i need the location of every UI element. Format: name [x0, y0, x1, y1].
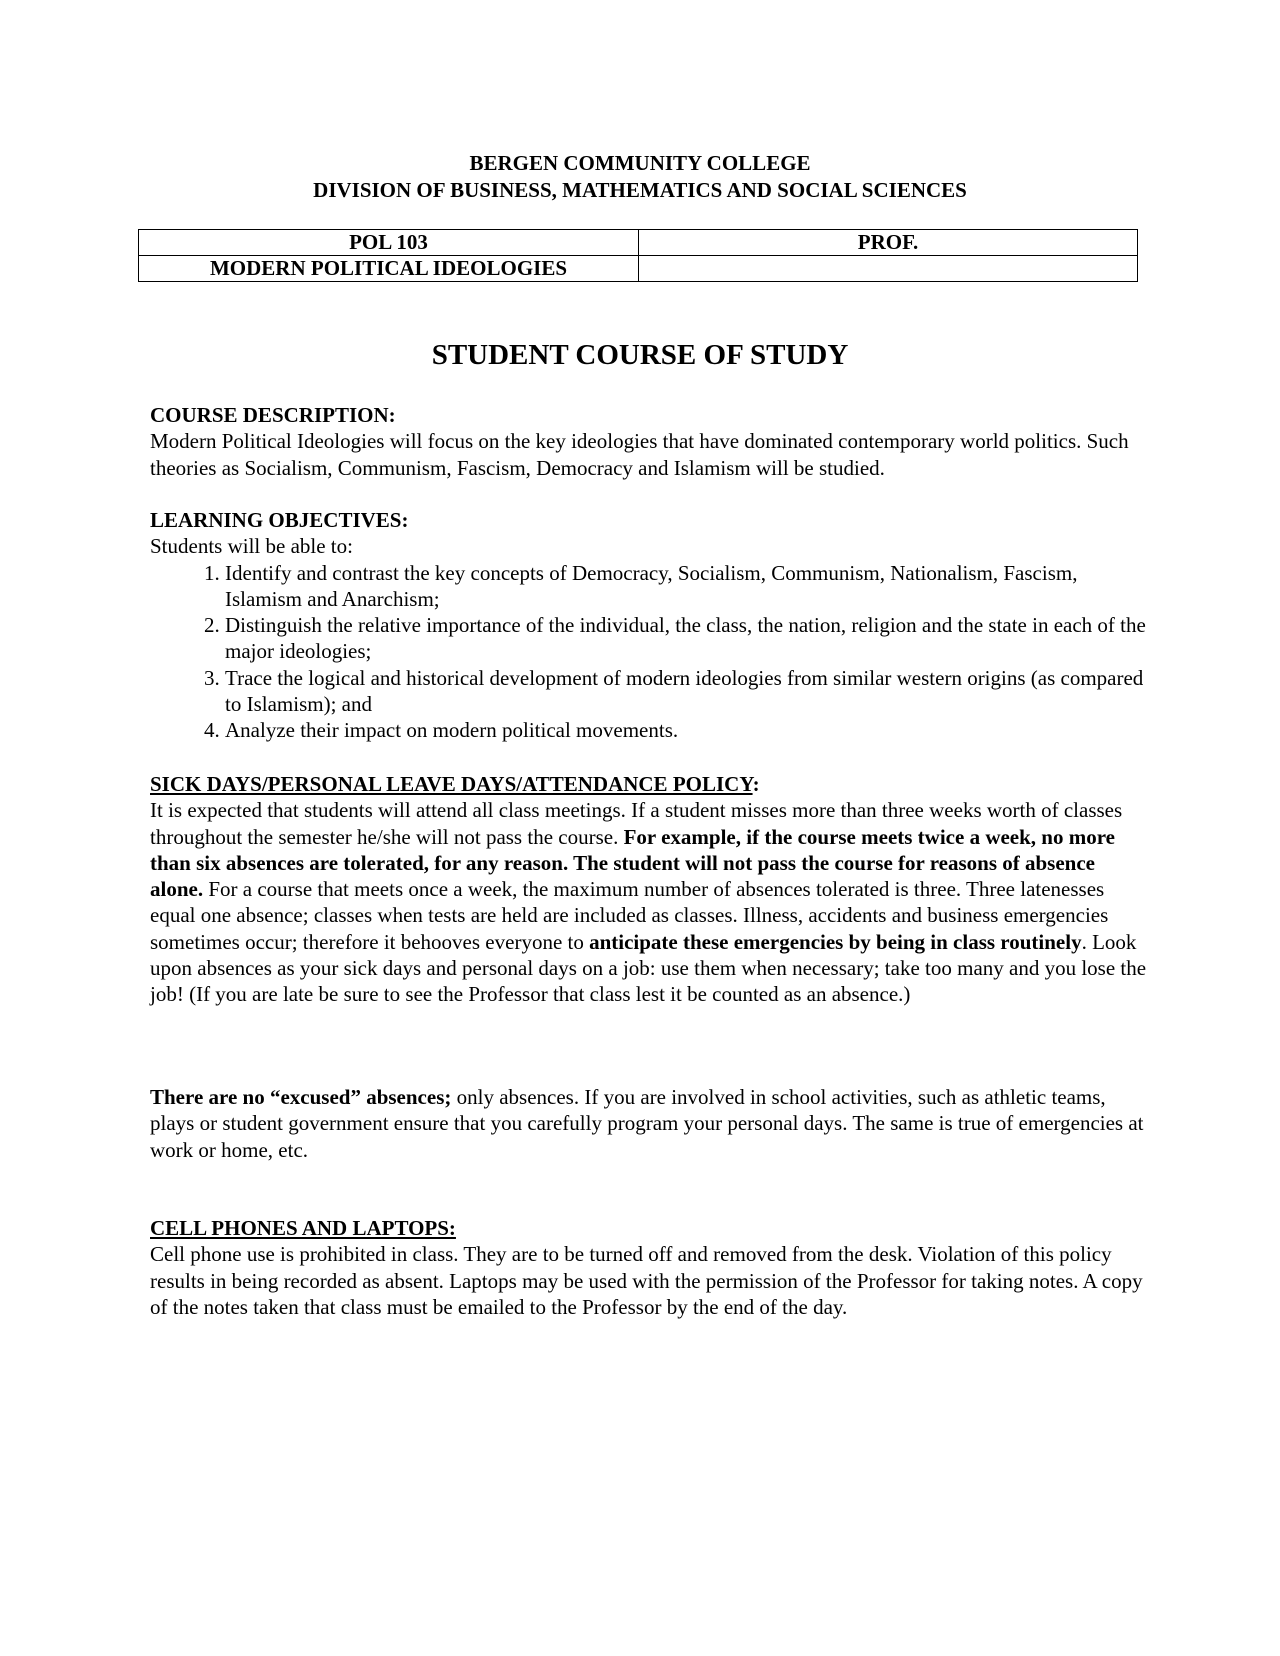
attendance-section — [150, 771, 1150, 1008]
table-row — [139, 256, 1138, 282]
course-description-text: Modern Political Ideologies will focus on the key ideologies that have dominated contemporary world politics. Such theories as Socialism, Communism, Fascism, Democracy and Islamism will be studied. — [150, 429, 1129, 480]
excused-emphasis: There are no “excused” absences; — [150, 1085, 452, 1109]
attendance-paragraph — [150, 797, 1150, 1007]
learning-objectives-intro: Students will be able to: — [150, 534, 353, 559]
attendance-text: . Look upon absences as your sick days and personal days on a job: use them when necessary; take too many and you lose the job! (If you are late be sure to see the Professor that class lest it be counted as an absence.) — [150, 929, 1147, 1007]
attendance-heading-colon: : — [752, 772, 760, 796]
college-name: BERGEN COMMUNITY COLLEGE — [469, 151, 811, 175]
attendance-emphasis: anticipate these emergencies by being in class routinely — [589, 929, 1082, 954]
list-item: 2. Distinguish the relative importance of the individual, the class, the nation, religion and the state in each of the major ideologies; — [225, 612, 1150, 665]
attendance-heading — [150, 771, 1150, 797]
cell-phones-section — [150, 1215, 1150, 1320]
prof-label-cell: PROF. — [639, 230, 1138, 256]
course-description-section — [150, 402, 1150, 481]
cell-phones-text: Cell phone use is prohibited in class. They are to be turned off and removed from the desk. Violation of this policy results in being recorded as absent. Laptops may be used with the permission of the Professor for taking notes. A copy of the notes taken that class must be emailed to the Professor by the end of the day. — [150, 1242, 1143, 1319]
table-row — [139, 230, 1138, 256]
attendance-text: It is expected that students will attend all class meetings. If a student misses more than three weeks worth of classes throughout the semester he/she will not pass the course. — [150, 798, 1123, 849]
cell-phones-heading: CELL PHONES AND LAPTOPS: — [150, 1216, 456, 1240]
attendance-heading-text: SICK DAYS/PERSONAL LEAVE DAYS/ATTENDANCE POLICY — [150, 772, 753, 796]
excused-absences-section — [150, 1084, 1150, 1163]
document-header — [0, 150, 1280, 204]
list-item: 1. Identify and contrast the key concepts of Democracy, Socialism, Communism, Nationalism, Fascism, Islamism and Anarchism; — [225, 560, 1150, 613]
objectives-list — [150, 560, 1150, 744]
learning-objectives-section — [150, 507, 1150, 744]
course-name-cell: MODERN POLITICAL IDEOLOGIES — [139, 256, 639, 282]
list-item: 4. Analyze their impact on modern political movements. — [225, 717, 1150, 743]
attendance-text: For a course that meets once a week, the maximum number of absences tolerated is three. Three latenesses equal one absence; classes when tests are held are included as classes. Illness, accidents and business emergencies sometimes occur; therefore it behooves everyone to — [150, 877, 1109, 954]
prof-name-cell — [639, 256, 1138, 282]
attendance-emphasis: For example, if the course meets twice a week, no more than six absences are tolerated, for any reason. The student will not pass the course for reasons of absence alone. — [150, 824, 1115, 902]
page-title: STUDENT COURSE OF STUDY — [431, 339, 849, 371]
excused-text: only absences. If you are involved in school activities, such as athletic teams, plays or student government ensure that you carefully program your personal days. The same is true of emergencies at work or home, etc. — [150, 1085, 1144, 1162]
excused-absences-paragraph — [150, 1084, 1150, 1163]
list-item: 3. Trace the logical and historical development of modern ideologies from similar western origins (as compared to Islamism); and — [225, 665, 1150, 718]
course-info-table — [138, 229, 1138, 282]
learning-objectives-heading: LEARNING OBJECTIVES: — [150, 508, 409, 532]
course-description-heading: COURSE DESCRIPTION: — [150, 403, 396, 427]
course-code-cell: POL 103 — [139, 230, 639, 256]
division-name: DIVISION OF BUSINESS, MATHEMATICS AND SOCIAL SCIENCES — [313, 178, 967, 202]
